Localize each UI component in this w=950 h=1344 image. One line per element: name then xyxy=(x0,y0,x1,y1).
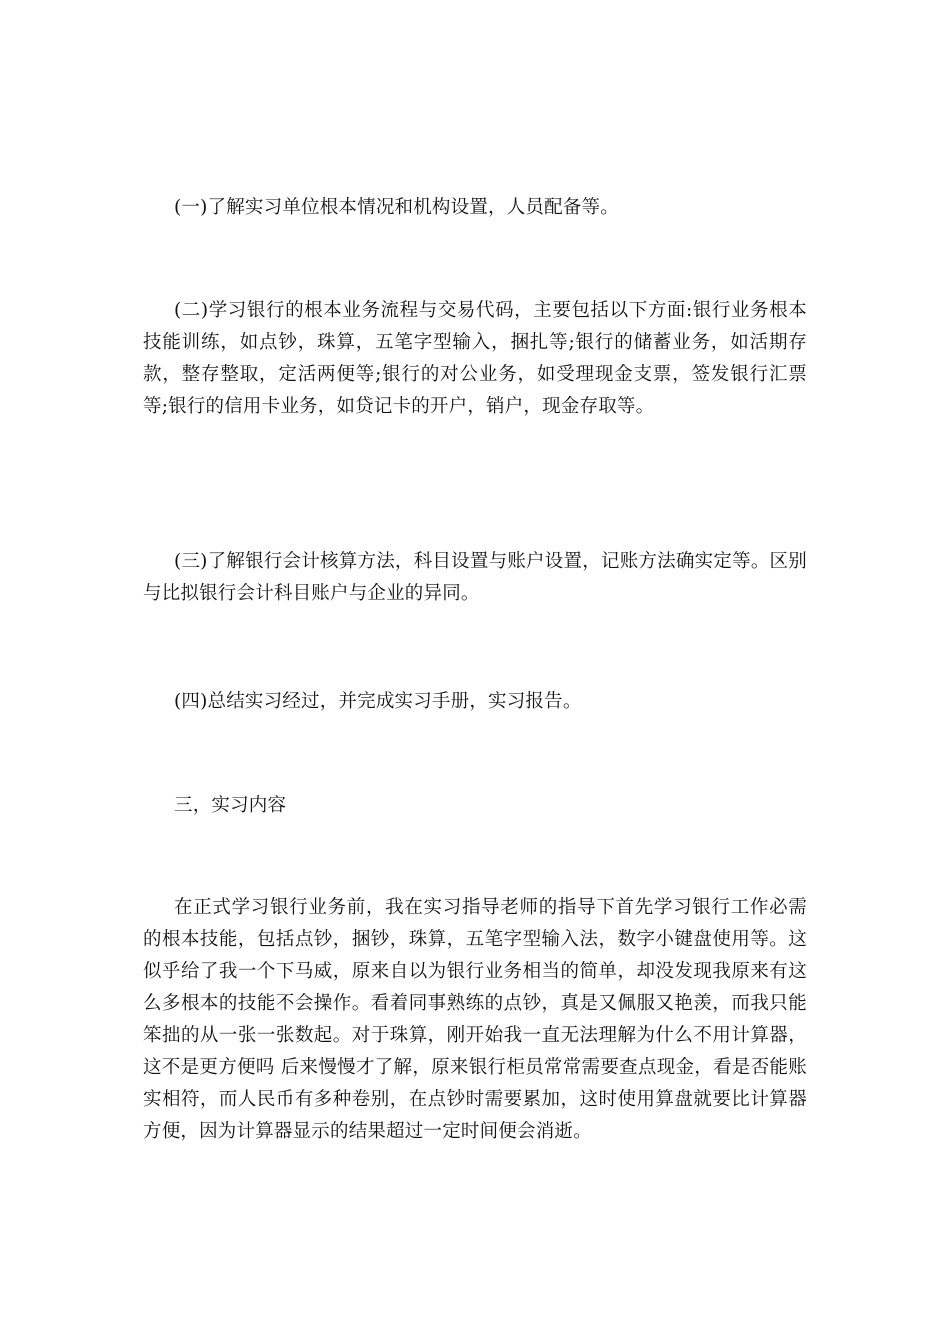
section-heading: 三，实习内容 xyxy=(174,795,287,816)
paragraph-objective-4: (四)总结实习经过，并完成实习手册，实习报告。 xyxy=(174,691,582,712)
paragraph-objective-2: (二)学习银行的根本业务流程与交易代码，主要包括以下方面:银行业务根本技能训练，如点钞，珠算，五笔字型输入，捆扎等;银行的储蓄业务，如活期存款，整存整取，定活两便等;银行的对公业务，如受理现金支票，签发银行汇票等;银行的信用卡业务，如贷记卡的开户，销户，现金存取等。 xyxy=(143,300,807,417)
paragraph-content: 在正式学习银行业务前，我在实习指导老师的指导下首先学习银行工作必需的根本技能，包括点钞，捆钞，珠算，五笔字型输入法，数字小键盘使用等。这似乎给了我一个下马威，原来自以为银行业务相当的简单，却没发现我原来有这么多根本的技能不会操作。看着同事熟练的点钞，真是又佩服又艳羡，而我只能笨拙的从一张一张数起。对于珠算，刚开始我一直无法理解为什么不用计算器，这不是更方便吗 后来慢慢才了解，原来银行柜员常常需要查点现金，看是否能账实相符，而人民币有多种卷别，在点钞时需要累加，这时使用算盘就要比计算器方便，因为计算器显示的结果超过一定时间便会消逝。 xyxy=(143,897,807,1142)
paragraph-objective-1: (一)了解实习单位根本情况和机构设置，人员配备等。 xyxy=(174,197,619,218)
paragraph-objective-3: (三)了解银行会计核算方法，科目设置与账户设置，记账方法确实定等。区别与比拟银行会计科目账户与企业的异同。 xyxy=(143,551,807,604)
